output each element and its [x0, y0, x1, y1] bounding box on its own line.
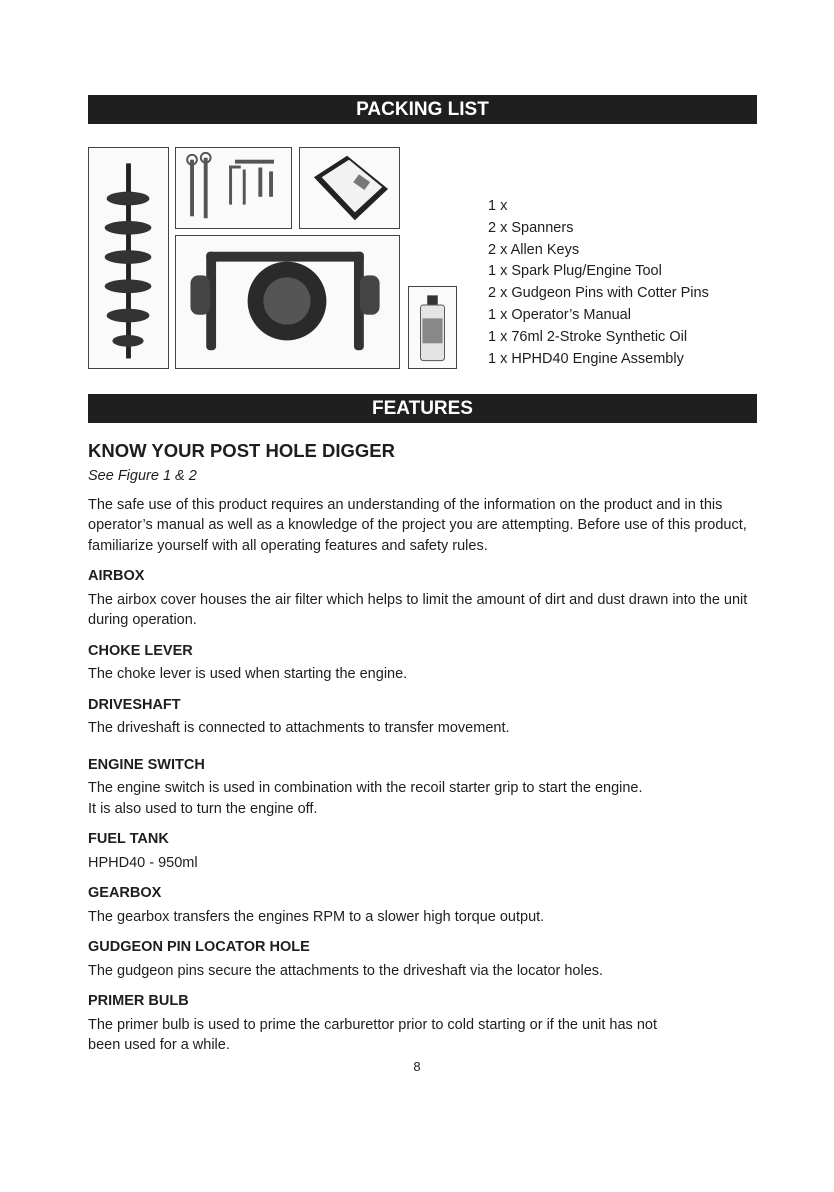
packing-list-banner: PACKING LIST — [88, 95, 757, 124]
feature-text-driveshaft: The driveshaft is connected to attachments to transfer movement. — [88, 720, 510, 736]
feature-text-fuel-tank: HPHD40 - 950ml — [88, 854, 198, 871]
feature-title-choke-lever: CHOKE LEVER — [88, 642, 193, 659]
tools-photo — [175, 147, 292, 229]
feature-title-driveshaft: DRIVESHAFT — [88, 696, 181, 713]
feature-text-airbox: The airbox cover houses the air filter which helps to limit the amount of dirt and dust drawn into the unit during operation. — [88, 591, 748, 628]
figure-reference: See Figure 1 & 2 — [88, 468, 197, 484]
features-banner: FEATURES — [88, 394, 757, 423]
features-content — [88, 440, 748, 1060]
feature-title-engine-switch: ENGINE SWITCH — [88, 756, 205, 773]
engine-photo — [175, 235, 400, 369]
auger-icon — [89, 148, 168, 368]
oil-bottle-photo — [408, 286, 457, 369]
manual-icon — [300, 148, 399, 228]
packing-list-item: 2 x Gudgeon Pins with Cotter Pins — [488, 285, 709, 302]
feature-text-gearbox: The gearbox transfers the engines RPM to a slower high torque output. — [88, 908, 545, 925]
packing-list — [488, 196, 709, 370]
packing-list-item: 1 x HPHD40 Engine Assembly — [488, 350, 684, 367]
packing-list-item: 1 x 76ml 2-Stroke Synthetic Oil — [488, 328, 688, 345]
spanners-icon — [176, 148, 291, 228]
feature-title-airbox: AIRBOX — [88, 568, 145, 584]
feature-title-primer-bulb: PRIMER BULB — [88, 993, 189, 1009]
feature-text-engine-switch: The engine switch is used in combination with the recoil starter grip to start the engine. — [88, 780, 643, 796]
feature-title-gudgeon-pin: GUDGEON PIN LOCATOR HOLE — [88, 939, 310, 955]
packing-list-item: 2 x Allen Keys — [488, 241, 580, 258]
feature-title-gearbox: GEARBOX — [88, 885, 162, 901]
oil-bottle-icon — [409, 287, 456, 368]
packing-list-item: 1 x Spark Plug/Engine Tool — [488, 263, 662, 280]
intro-paragraph: The safe use of this product requires an understanding of the information on the product and in this operator’s manual as well as a knowledge of the project you are attempting. Before use of this product, familiarize yourself with all operating features and safety rules. — [88, 496, 747, 554]
auger-photo — [88, 147, 169, 369]
engine-icon — [176, 236, 399, 368]
feature-text-engine-switch-2: It is also used to turn the engine off. — [88, 800, 318, 817]
packing-list-item: 2 x Spanners — [488, 219, 574, 236]
feature-title-fuel-tank: FUEL TANK — [88, 831, 169, 847]
manual-photo — [299, 147, 400, 229]
feature-text-primer-bulb: The primer bulb is used to prime the carburettor prior to cold starting or if the unit has not been used for a while. — [88, 1016, 657, 1053]
packing-list-item: 1 x — [488, 198, 508, 214]
feature-text-choke-lever: The choke lever is used when starting the engine. — [88, 666, 408, 682]
packing-list-item: 1 x Operator’s Manual — [488, 306, 631, 323]
page-number: 8 — [413, 1059, 421, 1074]
section-heading: KNOW YOUR POST HOLE DIGGER — [88, 440, 395, 461]
feature-text-gudgeon-pin: The gudgeon pins secure the attachments to the driveshaft via the locator holes. — [88, 962, 604, 979]
